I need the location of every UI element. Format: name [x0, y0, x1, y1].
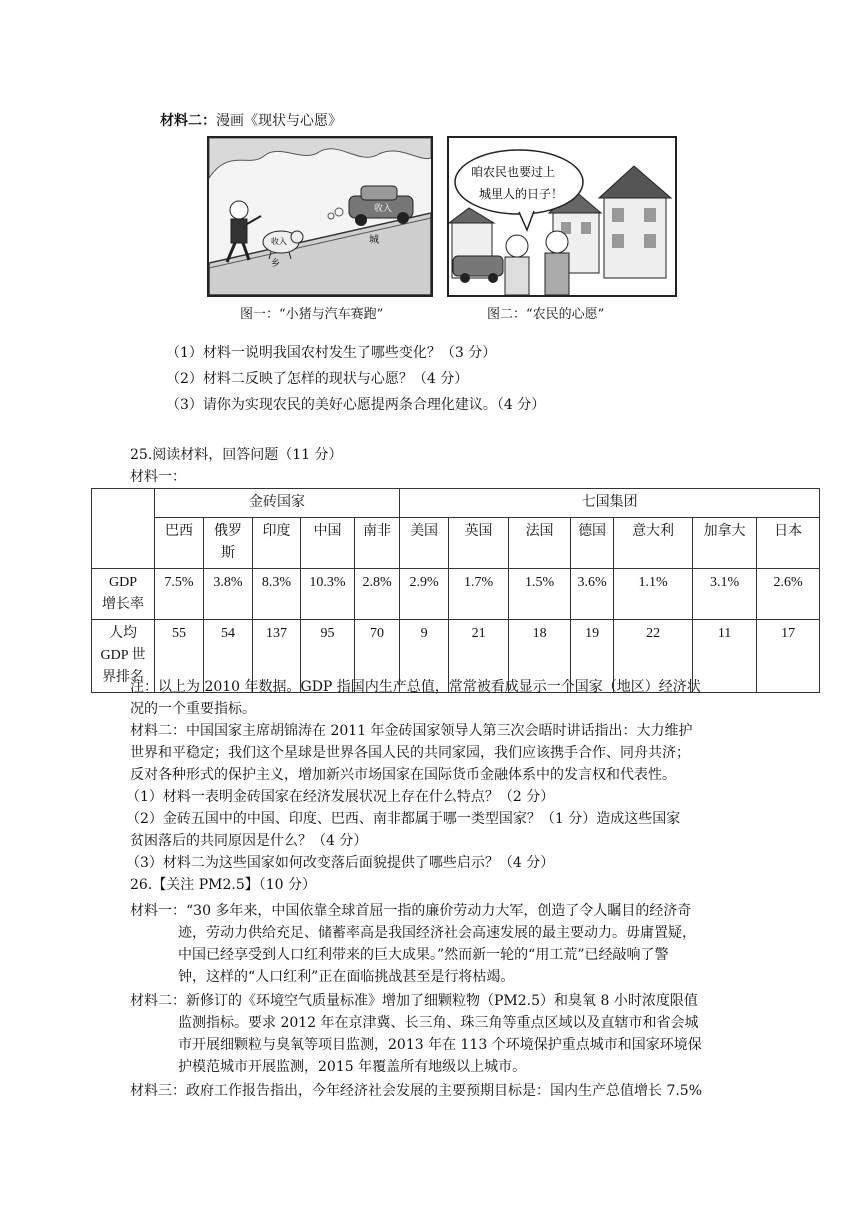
caption-cartoon-1: 图一：“小猪与汽车赛跑”	[240, 307, 384, 322]
caption-cartoon-2: 图二：“农民的心愿”	[487, 307, 605, 322]
q25-material1-label: 材料一：	[130, 469, 186, 485]
q26-material2-line-2: 监测指标。要求 2012 年在京津冀、长三角、珠三角等重点区域以及直辖市和省会城	[178, 1015, 699, 1031]
q26-material1-line-1: 材料一：“30 多年来，中国依靠全球首屈一指的廉价劳动力大军，创造了令人瞩目的经济奇	[130, 903, 692, 919]
q26-title: 26.【关注 PM2.5】（10 分）	[130, 877, 316, 893]
table-row	[92, 569, 820, 620]
speech-line1: 咱农民也要过上	[471, 165, 556, 179]
table-cell: 9	[400, 620, 449, 693]
group-brics: 金砖国家	[155, 489, 400, 518]
table-cell: 1.5%	[509, 569, 571, 620]
country-header: 巴西	[155, 518, 204, 569]
q25-question-1: （1）材料一表明金砖国家在经济发展状况上存在什么特点？（2 分）	[126, 789, 555, 805]
table-cell: 7.5%	[155, 569, 204, 620]
q25-material2-line-1: 材料二：中国国家主席胡锦涛在 2011 年金砖国家领导人第三次会晤时讲话指出：大力维护	[130, 723, 693, 739]
table-cell: 10.3%	[301, 569, 355, 620]
material2-title	[160, 110, 342, 130]
country-header: 英国	[449, 518, 509, 569]
speech-line2: 城里人的日子！	[479, 187, 564, 201]
q26-material3-line-1: 材料三：政府工作报告指出，今年经济社会发展的主要预期目标是：国内生产总值增长 7.5%	[130, 1083, 703, 1099]
country-header: 加拿大	[693, 518, 757, 569]
q26-material2-line-1: 材料二：新修订的《环境空气质量标准》增加了细颗粒物（PM2.5）和臭氧 8 小时浓度限值	[130, 993, 698, 1009]
car-label: 收入	[374, 204, 393, 214]
q25-material2-line-2: 世界和平稳定；我们这个星球是世界各国人民的共同家园，我们应该携手合作、同舟共济；	[130, 745, 690, 761]
country-header: 意大利	[614, 518, 693, 569]
table-cell: 8.3%	[253, 569, 301, 620]
table-cell: 137	[253, 620, 301, 693]
table-cell: 2.8%	[355, 569, 400, 620]
cartoon-pig-car-race-drawing	[209, 138, 431, 295]
table-cell: 95	[301, 620, 355, 693]
q24-question-1: （1）材料一说明我国农村发生了哪些变化？（3 分）	[166, 345, 497, 361]
cartoon-farmers-wish-drawing	[449, 138, 675, 295]
q25-title: 25.阅读材料，回答问题（11 分）	[130, 447, 343, 463]
country-row	[92, 518, 820, 569]
table-cell: 17	[757, 620, 820, 693]
q24-question-3: （3）请你为实现农民的美好心愿提两条合理化建议。（4 分）	[166, 397, 546, 413]
pig-label: 收入	[271, 237, 287, 246]
note-line-1: 注：以上为 2010 年数据。GDP 指国内生产总值，常常被看成显示一个国家（地区）经济状	[130, 679, 701, 695]
q26-material1-line-3: 中国已经享受到人口红利带来的巨大成果。”然而新一轮的“用工荒”已经敲响了警	[178, 947, 669, 963]
row-label-gdp-rank: 人均 GDP 世界排名	[92, 620, 155, 693]
country-header: 俄罗斯	[204, 518, 253, 569]
group-g7: 七国集团	[400, 489, 820, 518]
q25-material2-line-3: 反对各种形式的保护主义，增加新兴市场国家在国际货币金融体系中的发言权和代表性。	[130, 767, 676, 783]
q26-material1-line-4: 钟，这样的“人口红利”正在面临挑战甚至是行将枯竭。	[178, 969, 515, 985]
table-cell: 1.1%	[614, 569, 693, 620]
town-label: 城	[369, 235, 379, 246]
country-header: 美国	[400, 518, 449, 569]
material2-title-prefix: 材料二：	[160, 113, 216, 129]
q24-question-2: （2）材料二反映了怎样的现状与心愿？（4 分）	[166, 371, 469, 387]
table-cell: 19	[571, 620, 614, 693]
table-cell: 2.6%	[757, 569, 820, 620]
material2-title-text: 漫画《现状与心愿》	[216, 113, 342, 129]
table-cell: 70	[355, 620, 400, 693]
table-cell: 54	[204, 620, 253, 693]
cartoon-farmers-wish	[447, 136, 677, 297]
country-header: 中国	[301, 518, 355, 569]
table-cell: 21	[449, 620, 509, 693]
country-header: 日本	[757, 518, 820, 569]
row-label-gdp-growth: GDP 增长率	[92, 569, 155, 620]
note-line-2: 况的一个重要指标。	[130, 701, 256, 717]
table-cell: 55	[155, 620, 204, 693]
village-label: 乡	[271, 259, 281, 269]
q26-material2-line-3: 市开展细颗粒与臭氧等项目监测，2013 年在 113 个环境保护重点城市和国家环境保	[178, 1037, 702, 1053]
table-cell: 22	[614, 620, 693, 693]
gdp-table	[91, 488, 820, 693]
table-cell: 3.8%	[204, 569, 253, 620]
q26-material1-line-2: 迹，劳动力供给充足、储蓄率高是我国经济社会高速发展的最主要动力。毋庸置疑，	[178, 925, 696, 941]
table-cell: 2.9%	[400, 569, 449, 620]
table-cell: 3.1%	[693, 569, 757, 620]
q25-question-3: （3）材料二为这些国家如何改变落后面貌提供了哪些启示？（4 分）	[126, 855, 555, 871]
table-cell: 18	[509, 620, 571, 693]
country-header: 法国	[509, 518, 571, 569]
cartoon-pig-car-race	[207, 136, 433, 297]
table-cell: 11	[693, 620, 757, 693]
table-cell: 1.7%	[449, 569, 509, 620]
q26-material2-line-4: 护模范城市开展监测，2015 年覆盖所有地级以上城市。	[178, 1059, 527, 1075]
q25-question-2-cont: 贫困落后的共同原因是什么？（4 分）	[130, 833, 368, 849]
country-header: 德国	[571, 518, 614, 569]
country-header: 印度	[253, 518, 301, 569]
table-cell: 3.6%	[571, 569, 614, 620]
q25-question-2: （2）金砖五国中的中国、印度、巴西、南非都属于哪一类型国家？（1 分）造成这些国家	[126, 811, 681, 827]
country-header: 南非	[355, 518, 400, 569]
table-corner	[92, 489, 155, 569]
